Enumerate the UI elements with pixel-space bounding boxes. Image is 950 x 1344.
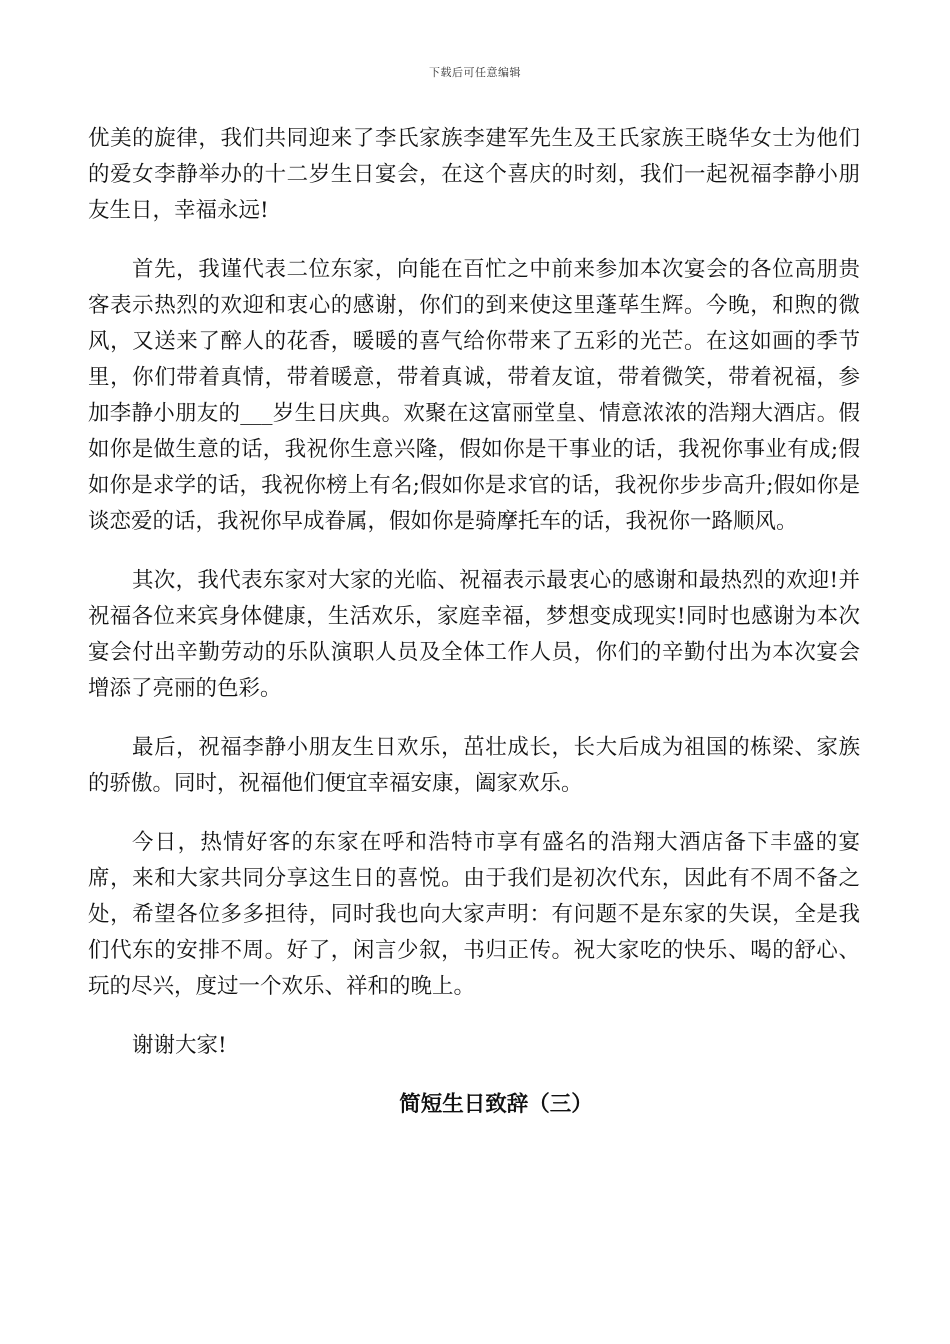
paragraph-opening: 优美的旋律，我们共同迎来了李氏家族李建军先生及王氏家族王晓华女士为他们的爱女李静举办的十二岁生日宴会，在这个喜庆的时刻，我们一起祝福李静小朋友生日，幸福永远!	[88, 126, 860, 223]
page-header: 下载后可任意编辑	[429, 66, 521, 79]
section-title: 简短生日致辞（三）	[399, 1092, 593, 1117]
paragraph-today: 今日，热情好客的东家在呼和浩特市享有盛名的浩翔大酒店备下丰盛的宴席，来和大家共同分享这生日的喜悦。由于我们是初次代东，因此有不周不备之处，希望各位多多担待，同时我也向大家声明：有问题不是东家的失误，全是我们代东的安排不周。好了，闲言少叙，书归正传。祝大家吃的快乐、喝的舒心、玩的尽兴，度过一个欢乐、祥和的晚上。	[88, 830, 860, 999]
paragraph-first: 首先，我谨代表二位东家，向能在百忙之中前来参加本次宴会的各位高朋贵客表示热烈的欢迎和衷心的感谢，你们的到来使这里蓬荜生辉。今晚，和煦的微风，又送来了醉人的花香，暖暖的喜气给你带来了五彩的光芒。在这如画的季节里，你们带着真情，带着暖意，带着真诚，带着友谊，带着微笑，带着祝福，参加李静小朋友的___岁生日庆典。欢聚在这富丽堂皇、情意浓浓的浩翔大酒店。假如你是做生意的话，我祝你生意兴隆，假如你是干事业的话，我祝你事业有成;假如你是求学的话，我祝你榜上有名;假如你是求官的话，我祝你步步高升;假如你是谈恋爱的话，我祝你早成眷属，假如你是骑摩托车的话，我祝你一路顺风。	[88, 257, 860, 534]
paragraph-thanks: 谢谢大家!	[132, 1033, 227, 1058]
paragraph-last-wishes: 最后，祝福李静小朋友生日欢乐，茁壮成长，长大后成为祖国的栋梁、家族的骄傲。同时，祝福他们便宜幸福安康，阖家欢乐。	[88, 735, 860, 796]
document-body	[88, 121, 860, 1123]
paragraph-second: 其次，我代表东家对大家的光临、祝福表示最衷心的感谢和最热烈的欢迎!并祝福各位来宾身体健康，生活欢乐，家庭幸福，梦想变成现实!同时也感谢为本次宴会付出辛勤劳动的乐队演职人员及全体工作人员，你们的辛勤付出为本次宴会增添了亮丽的色彩。	[88, 568, 860, 701]
